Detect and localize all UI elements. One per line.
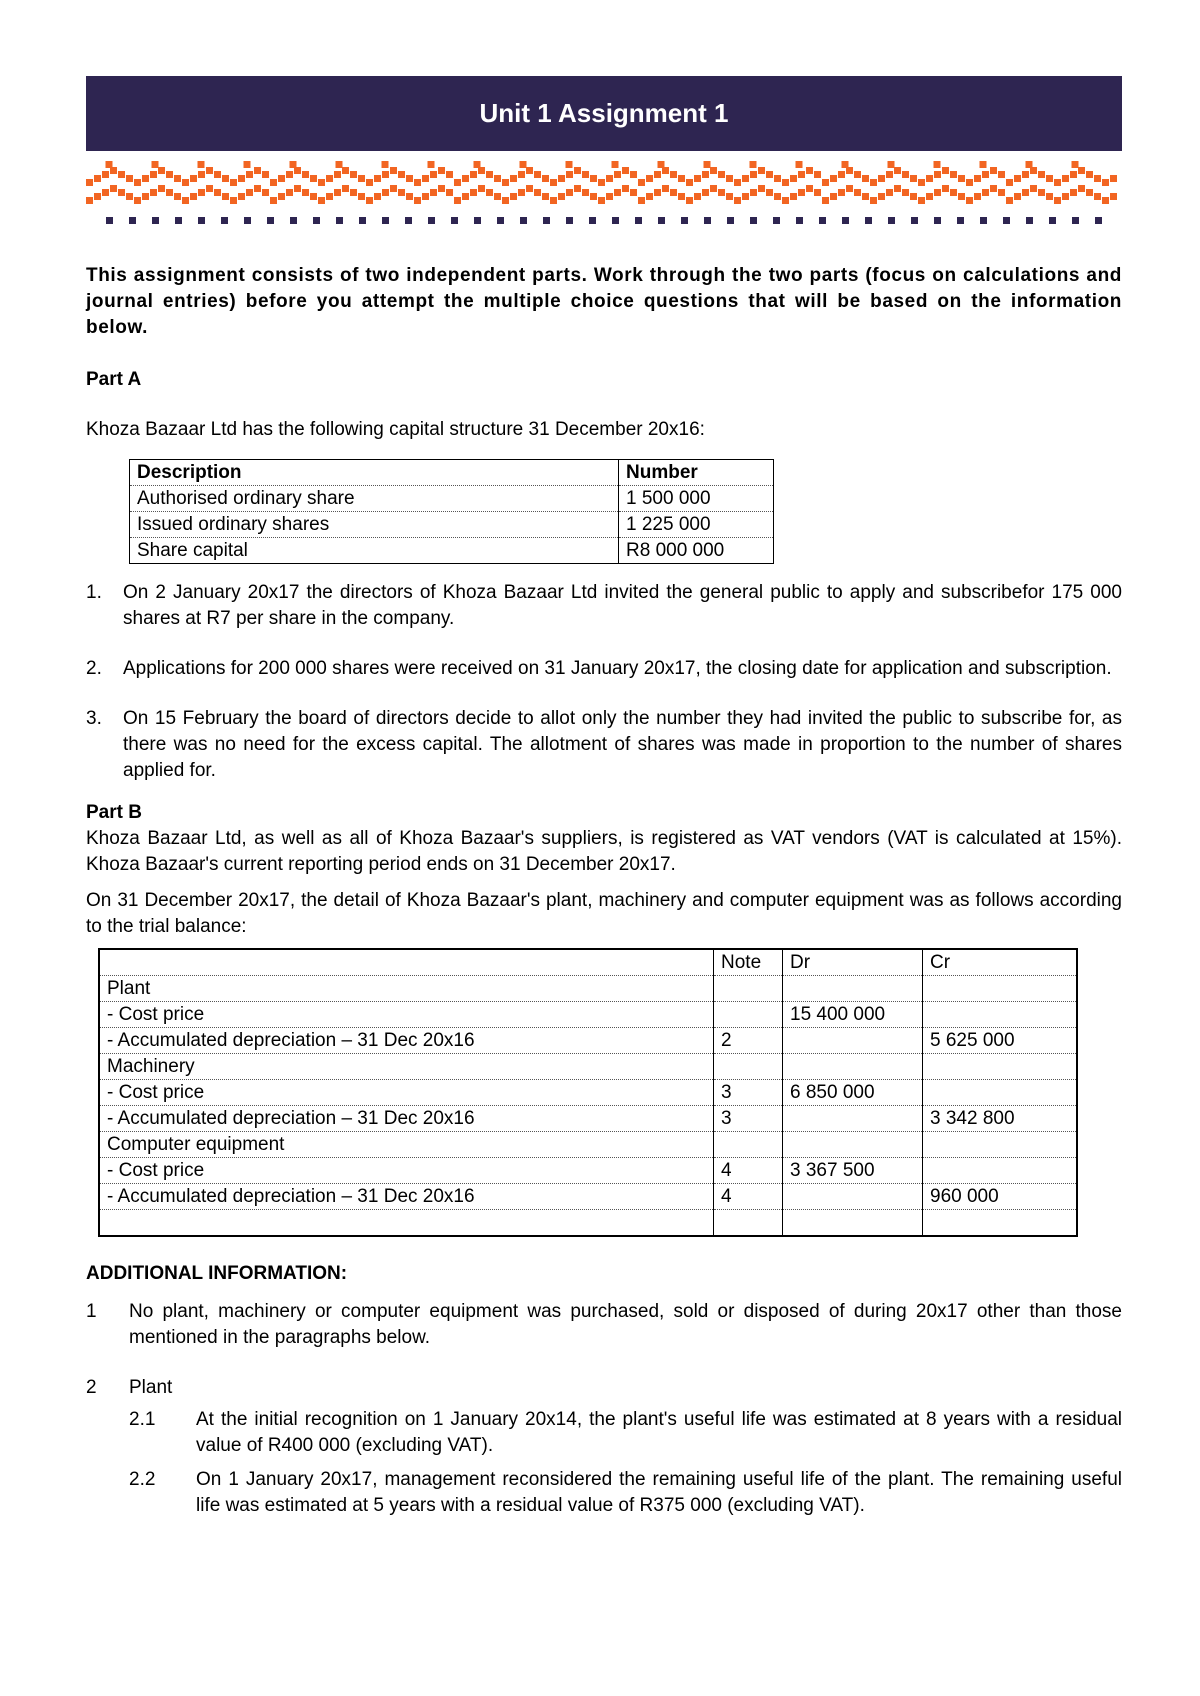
list-text: Applications for 200 000 shares were received on 31 January 20x17, the closing date for application and subscription. xyxy=(123,658,1112,679)
table-cell: 1 500 000 xyxy=(619,486,774,512)
table-cell xyxy=(783,1210,923,1237)
table-cell: Machinery xyxy=(99,1054,714,1080)
list-item xyxy=(86,706,1122,784)
table-cell xyxy=(923,1158,1078,1184)
table-cell: 6 850 000 xyxy=(783,1080,923,1106)
table-cell: 3 xyxy=(714,1106,783,1132)
additional-info-heading: ADDITIONAL INFORMATION: xyxy=(86,1263,348,1284)
list-number: 2. xyxy=(86,658,102,679)
table-row xyxy=(99,1054,1077,1080)
part-b-paragraph-1: Khoza Bazaar Ltd, as well as all of Khoza Bazaar's suppliers, is registered as VAT vendors (VAT is calculated at 15%). Khoza Bazaar's current reporting period ends on 31 December 20x17. xyxy=(86,828,1122,875)
table-cell: 2 xyxy=(714,1028,783,1054)
list-item xyxy=(86,1299,1122,1351)
capital-structure-table xyxy=(129,459,774,564)
table-cell xyxy=(783,1028,923,1054)
part-a-lead: Khoza Bazaar Ltd has the following capital structure 31 December 20x16: xyxy=(86,419,705,440)
table-header-row xyxy=(130,460,774,486)
list-number: 1. xyxy=(86,582,102,603)
list-text: On 1 January 20x17, management reconsidered the remaining useful life of the plant. The remaining useful life was estimated at 5 years with a residual value of R375 000 (excluding VAT). xyxy=(196,1469,1122,1516)
table-cell: 3 367 500 xyxy=(783,1158,923,1184)
list-text: No plant, machinery or computer equipment was purchased, sold or disposed of during 20x17 other than those mentioned in the paragraphs below. xyxy=(129,1301,1122,1348)
table-cell xyxy=(783,1054,923,1080)
title-banner xyxy=(86,76,1122,151)
table-cell xyxy=(923,1054,1078,1080)
table-cell: Plant xyxy=(99,976,714,1002)
part-a-heading: Part A xyxy=(86,369,142,390)
table-cell: 960 000 xyxy=(923,1184,1078,1210)
intro-paragraph: This assignment consists of two independent parts. Work through the two parts (focus on calculations and journal entries) before you attempt the multiple choice questions that will be based on the information below. xyxy=(86,265,1122,338)
table-cell xyxy=(714,1054,783,1080)
list-number: 2.1 xyxy=(129,1409,156,1430)
list-number: 1 xyxy=(86,1301,97,1322)
table-cell: 5 625 000 xyxy=(923,1028,1078,1054)
sub-list-item xyxy=(129,1467,1122,1519)
table-cell xyxy=(783,1106,923,1132)
table-cell: - Accumulated depreciation – 31 Dec 20x16 xyxy=(99,1106,714,1132)
table-cell xyxy=(714,1002,783,1028)
list-text: Plant xyxy=(129,1377,173,1398)
table-row xyxy=(99,1158,1077,1184)
table-row xyxy=(99,1132,1077,1158)
column-header: Cr xyxy=(923,949,1078,976)
table-cell: 4 xyxy=(714,1158,783,1184)
table-cell xyxy=(714,1210,783,1237)
table-cell: R8 000 000 xyxy=(619,538,774,564)
list-text: On 15 February the board of directors decide to allot only the number they had invited the public to subscribe for, as there was no need for the excess capital. The allotment of shares was made in proportion to the number of shares applied for. xyxy=(123,708,1122,781)
list-text: At the initial recognition on 1 January 20x14, the plant's useful life was estimated at 8 years with a residual value of R400 000 (excluding VAT). xyxy=(196,1409,1122,1456)
table-row xyxy=(99,1028,1077,1054)
list-text: On 2 January 20x17 the directors of Khoza Bazaar Ltd invited the general public to apply and subscribefor 175 000 shares at R7 per share in the company. xyxy=(123,582,1122,629)
table-cell: 4 xyxy=(714,1184,783,1210)
table-cell xyxy=(923,1210,1078,1237)
table-cell: Computer equipment xyxy=(99,1132,714,1158)
list-item xyxy=(86,1375,1122,1401)
list-number: 3. xyxy=(86,708,102,729)
page-title: Unit 1 Assignment 1 xyxy=(479,98,729,128)
table-cell: - Cost price xyxy=(99,1002,714,1028)
additional-info-list xyxy=(86,1299,1122,1519)
table-cell xyxy=(714,1132,783,1158)
table-cell xyxy=(783,1132,923,1158)
table-cell: 15 400 000 xyxy=(783,1002,923,1028)
part-a-steps xyxy=(86,580,1122,784)
column-header: Note xyxy=(714,949,783,976)
table-row xyxy=(99,1210,1077,1237)
table-row xyxy=(130,512,774,538)
column-header xyxy=(99,949,714,976)
part-b-heading: Part B xyxy=(86,802,142,823)
column-header: Description xyxy=(130,460,619,486)
column-header: Dr xyxy=(783,949,923,976)
list-item xyxy=(86,656,1122,682)
table-cell: Share capital xyxy=(130,538,619,564)
table-row xyxy=(99,1002,1077,1028)
document-page xyxy=(86,76,1122,1527)
table-cell xyxy=(923,1080,1078,1106)
table-row xyxy=(99,1106,1077,1132)
table-cell: 3 342 800 xyxy=(923,1106,1078,1132)
table-cell: 3 xyxy=(714,1080,783,1106)
table-cell: - Accumulated depreciation – 31 Dec 20x16 xyxy=(99,1028,714,1054)
list-item xyxy=(86,580,1122,632)
table-row xyxy=(130,486,774,512)
table-row xyxy=(99,1184,1077,1210)
table-row xyxy=(130,538,774,564)
table-cell: - Cost price xyxy=(99,1158,714,1184)
table-row xyxy=(99,1080,1077,1106)
table-cell xyxy=(923,976,1078,1002)
table-cell xyxy=(783,976,923,1002)
table-cell xyxy=(714,976,783,1002)
table-cell: - Accumulated depreciation – 31 Dec 20x16 xyxy=(99,1184,714,1210)
table-cell: 1 225 000 xyxy=(619,512,774,538)
table-cell xyxy=(99,1210,714,1237)
table-row xyxy=(99,976,1077,1002)
table-cell xyxy=(923,1132,1078,1158)
decorative-pattern xyxy=(86,161,1122,231)
list-number: 2.2 xyxy=(129,1469,156,1490)
part-b-paragraph-2: On 31 December 20x17, the detail of Khoza Bazaar's plant, machinery and computer equipment was as follows according to the trial balance: xyxy=(86,890,1122,937)
table-cell: Authorised ordinary share xyxy=(130,486,619,512)
column-header: Number xyxy=(619,460,774,486)
table-header-row xyxy=(99,949,1077,976)
trial-balance-table xyxy=(98,948,1078,1237)
zigzag-pattern-graphic xyxy=(86,161,1122,231)
table-cell xyxy=(923,1002,1078,1028)
table-cell xyxy=(783,1184,923,1210)
list-number: 2 xyxy=(86,1377,97,1398)
table-cell: - Cost price xyxy=(99,1080,714,1106)
sub-list-item xyxy=(129,1407,1122,1459)
table-cell: Issued ordinary shares xyxy=(130,512,619,538)
